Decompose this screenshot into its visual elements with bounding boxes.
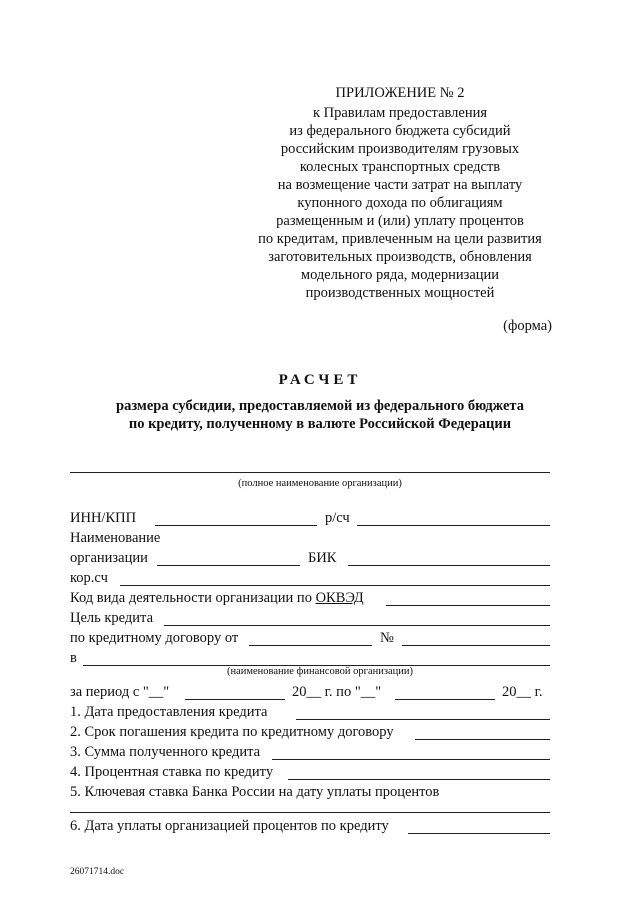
- activity-code-text: Код вида деятельности организации по: [70, 590, 312, 606]
- item-4-label: 4. Процентная ставка по кредиту: [70, 764, 274, 780]
- credit-purpose-label: Цель кредита: [70, 610, 154, 626]
- account-label: р/сч: [325, 510, 350, 526]
- credit-agreement-date-field[interactable]: [249, 645, 372, 646]
- item-5-field[interactable]: [70, 812, 550, 813]
- document-subtitle-line2: по кредиту, полученному в валюте Российской Федерации: [128, 416, 512, 432]
- appendix-line: на возмещение части затрат на выплату: [277, 177, 523, 193]
- appendix-title: ПРИЛОЖЕНИЕ № 2: [335, 85, 465, 101]
- period-from-label: за период с "__": [70, 684, 170, 700]
- period-from-month-field[interactable]: [185, 699, 285, 700]
- credit-agreement-number-field[interactable]: [402, 645, 550, 646]
- period-to-month-field[interactable]: [395, 699, 495, 700]
- account-field[interactable]: [357, 525, 550, 526]
- appendix-line: колесных транспортных средств: [299, 159, 501, 175]
- appendix-line: купонного дохода по облигациям: [297, 195, 503, 211]
- doc-filename: 26071714.doc: [70, 867, 125, 877]
- fin-org-caption: (наименование финансовой организации): [226, 666, 414, 677]
- name-label: Наименование: [70, 530, 161, 546]
- organization-label: организации: [70, 550, 148, 566]
- item-2-field[interactable]: [415, 739, 550, 740]
- activity-code-field[interactable]: [386, 605, 550, 606]
- appendix-line: по кредитам, привлеченным на цели развития: [258, 231, 542, 247]
- item-4-field[interactable]: [288, 779, 550, 780]
- in-label: в: [70, 650, 77, 666]
- appendix-line: из федерального бюджета субсидий: [289, 123, 511, 139]
- period-year-label-a: 20__ г. по "__": [292, 684, 382, 700]
- corr-account-field[interactable]: [120, 585, 550, 586]
- period-year-label-b: 20__ г.: [502, 684, 543, 700]
- appendix-line: производственных мощностей: [305, 285, 495, 301]
- document-title: РАСЧЕТ: [278, 372, 362, 388]
- org-full-name-caption: (полное наименование организации): [238, 478, 402, 489]
- credit-agreement-label: по кредитному договору от: [70, 630, 239, 646]
- item-3-label: 3. Сумма полученного кредита: [70, 744, 261, 760]
- form-label: (форма): [503, 318, 552, 334]
- item-6-label: 6. Дата уплаты организацией процентов по кредиту: [70, 818, 389, 834]
- organization-field[interactable]: [157, 565, 300, 566]
- appendix-line: заготовительных производств, обновления: [268, 249, 532, 265]
- credit-purpose-field[interactable]: [164, 625, 550, 626]
- number-sign: №: [380, 630, 394, 646]
- activity-code-label: [70, 590, 364, 607]
- document-subtitle-line1: размера субсидии, предоставляемой из федерального бюджета: [116, 398, 524, 414]
- item-2-label: 2. Срок погашения кредита по кредитному договору: [70, 724, 394, 740]
- item-1-field[interactable]: [296, 719, 550, 720]
- inn-kpp-label: ИНН/КПП: [70, 510, 137, 526]
- item-6-field[interactable]: [408, 833, 550, 834]
- corr-account-label: кор.сч: [70, 570, 108, 586]
- item-5-label: 5. Ключевая ставка Банка России на дату уплаты процентов: [70, 784, 440, 800]
- item-3-field[interactable]: [272, 759, 550, 760]
- okved-link: ОКВЭД: [315, 590, 364, 606]
- bik-label: БИК: [308, 550, 337, 566]
- appendix-line: российским производителям грузовых: [280, 141, 520, 157]
- appendix-line: размещенным и (или) уплату процентов: [276, 213, 524, 229]
- bik-field[interactable]: [348, 565, 550, 566]
- appendix-line: к Правилам предоставления: [312, 105, 488, 121]
- item-1-label: 1. Дата предоставления кредита: [70, 704, 268, 720]
- appendix-line: модельного ряда, модернизации: [300, 267, 500, 283]
- org-full-name-line[interactable]: [70, 472, 550, 473]
- inn-kpp-field[interactable]: [155, 525, 317, 526]
